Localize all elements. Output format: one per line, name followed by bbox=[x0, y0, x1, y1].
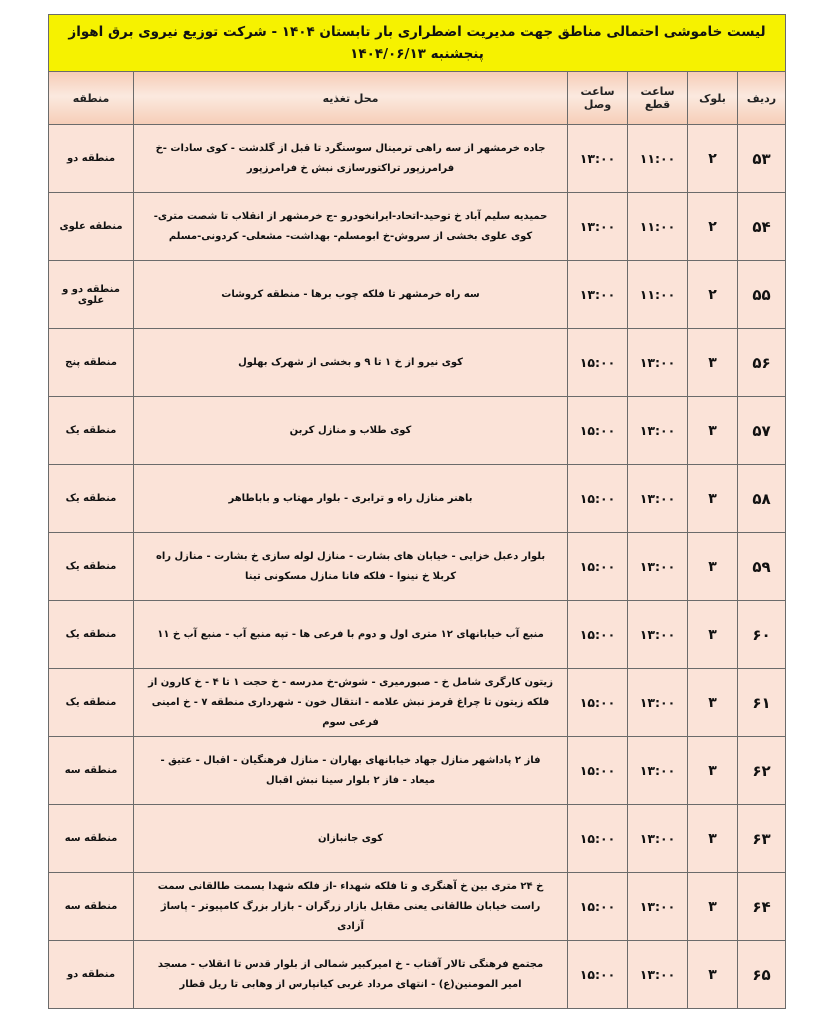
location-cell: فاز ۲ پاداشهر منازل جهاد خیابانهای بهاران - منازل فرهنگیان - اقبال - عتیق - میعاد - فاز ۲ بلوار سینا نبش اقبال bbox=[134, 737, 568, 805]
area-cell: منطقه یک bbox=[49, 465, 134, 533]
table-row bbox=[49, 533, 786, 601]
area-cell: منطقه یک bbox=[49, 397, 134, 465]
row-number-cell: ۶۰ bbox=[738, 601, 786, 669]
cut-time-cell: ۱۳:۰۰ bbox=[628, 669, 688, 737]
table-row bbox=[49, 669, 786, 737]
cut-time-cell: ۱۳:۰۰ bbox=[628, 873, 688, 941]
row-number-cell: ۶۲ bbox=[738, 737, 786, 805]
block-cell: ۳ bbox=[688, 329, 738, 397]
connect-time-cell: ۱۵:۰۰ bbox=[568, 737, 628, 805]
header-location: محل تغذیه bbox=[134, 72, 568, 125]
connect-time-cell: ۱۵:۰۰ bbox=[568, 805, 628, 873]
location-cell: حمیدیه سلیم آباد خ توحید-اتحاد-ایرانخودرو -ج خرمشهر از انقلاب تا شصت متری-کوی علوی بخشی از سروش-خ ابومسلم- بهداشت- مشعلی- کردونی-مسلم bbox=[134, 193, 568, 261]
cut-time-cell: ۱۳:۰۰ bbox=[628, 601, 688, 669]
connect-time-cell: ۱۵:۰۰ bbox=[568, 329, 628, 397]
outage-schedule-sheet bbox=[48, 14, 785, 1009]
location-cell: کوی طلاب و منازل کربن bbox=[134, 397, 568, 465]
cut-time-cell: ۱۳:۰۰ bbox=[628, 941, 688, 1009]
block-cell: ۳ bbox=[688, 737, 738, 805]
header-row bbox=[49, 72, 786, 125]
block-cell: ۳ bbox=[688, 465, 738, 533]
block-cell: ۳ bbox=[688, 533, 738, 601]
location-cell: زیتون کارگری شامل خ - صبورمیری - شوش-خ مدرسه - خ حجت ۱ تا ۴ - خ کارون از فلکه زیتون تا چراغ قرمز نبش علامه - انتقال خون - شهرداری منطقه ۷ - خ امینی فرعی سوم bbox=[134, 669, 568, 737]
table-row bbox=[49, 125, 786, 193]
area-cell: منطقه دو bbox=[49, 125, 134, 193]
area-cell: منطقه دو و علوی bbox=[49, 261, 134, 329]
row-number-cell: ۶۴ bbox=[738, 873, 786, 941]
location-cell: باهنر منازل راه و ترابری - بلوار مهتاب و باباطاهر bbox=[134, 465, 568, 533]
table-row bbox=[49, 941, 786, 1009]
location-cell: مجتمع فرهنگی تالار آفتاب - خ امیرکبیر شمالی از بلوار قدس تا انقلاب - مسجد امیر المومنین(ع) - انتهای مرداد غربی کیانپارس از وهابی تا ریل قطار bbox=[134, 941, 568, 1009]
area-cell: منطقه علوی bbox=[49, 193, 134, 261]
row-number-cell: ۵۶ bbox=[738, 329, 786, 397]
connect-time-cell: ۱۵:۰۰ bbox=[568, 873, 628, 941]
row-number-cell: ۵۳ bbox=[738, 125, 786, 193]
table-row bbox=[49, 601, 786, 669]
table-row bbox=[49, 873, 786, 941]
connect-time-cell: ۱۳:۰۰ bbox=[568, 193, 628, 261]
cut-time-cell: ۱۳:۰۰ bbox=[628, 737, 688, 805]
connect-time-cell: ۱۵:۰۰ bbox=[568, 465, 628, 533]
area-cell: منطقه دو bbox=[49, 941, 134, 1009]
row-number-cell: ۵۴ bbox=[738, 193, 786, 261]
block-cell: ۳ bbox=[688, 397, 738, 465]
table-row bbox=[49, 465, 786, 533]
cut-time-cell: ۱۱:۰۰ bbox=[628, 261, 688, 329]
cut-time-cell: ۱۳:۰۰ bbox=[628, 465, 688, 533]
header-connect-time: ساعت وصل bbox=[568, 72, 628, 125]
row-number-cell: ۵۵ bbox=[738, 261, 786, 329]
table-row bbox=[49, 261, 786, 329]
row-number-cell: ۶۳ bbox=[738, 805, 786, 873]
connect-time-cell: ۱۵:۰۰ bbox=[568, 533, 628, 601]
row-number-cell: ۶۵ bbox=[738, 941, 786, 1009]
title-line-2: پنجشنبه ۱۴۰۴/۰۶/۱۳ bbox=[350, 46, 484, 62]
cut-time-cell: ۱۳:۰۰ bbox=[628, 805, 688, 873]
area-cell: منطقه سه bbox=[49, 737, 134, 805]
connect-time-cell: ۱۵:۰۰ bbox=[568, 601, 628, 669]
header-area: منطقه bbox=[49, 72, 134, 125]
area-cell: منطقه یک bbox=[49, 601, 134, 669]
header-row-number: ردیف bbox=[738, 72, 786, 125]
block-cell: ۳ bbox=[688, 669, 738, 737]
connect-time-cell: ۱۵:۰۰ bbox=[568, 669, 628, 737]
table-row bbox=[49, 805, 786, 873]
cut-time-cell: ۱۱:۰۰ bbox=[628, 193, 688, 261]
table-row bbox=[49, 737, 786, 805]
header-block: بلوک bbox=[688, 72, 738, 125]
location-cell: کوی جانبازان bbox=[134, 805, 568, 873]
block-cell: ۳ bbox=[688, 941, 738, 1009]
area-cell: منطقه سه bbox=[49, 873, 134, 941]
table-row bbox=[49, 397, 786, 465]
table-row bbox=[49, 193, 786, 261]
block-cell: ۲ bbox=[688, 125, 738, 193]
header-cut-time: ساعت قطع bbox=[628, 72, 688, 125]
area-cell: منطقه یک bbox=[49, 533, 134, 601]
outage-table bbox=[48, 14, 786, 1009]
row-number-cell: ۶۱ bbox=[738, 669, 786, 737]
area-cell: منطقه یک bbox=[49, 669, 134, 737]
area-cell: منطقه پنج bbox=[49, 329, 134, 397]
location-cell: سه راه خرمشهر تا فلکه چوب برها - منطقه کروشات bbox=[134, 261, 568, 329]
connect-time-cell: ۱۳:۰۰ bbox=[568, 125, 628, 193]
cut-time-cell: ۱۳:۰۰ bbox=[628, 533, 688, 601]
title-line-1: لیست خاموشی احتمالی مناطق جهت مدیریت اضطراری بار تابستان ۱۴۰۴ - شرکت توزیع نیروی برق اهواز bbox=[68, 24, 766, 40]
row-number-cell: ۵۸ bbox=[738, 465, 786, 533]
location-cell: بلوار دعبل خزایی - خیابان های بشارت - منازل لوله سازی خ بشارت - منازل راه کربلا خ نینوا - فلکه فانا منازل مسکونی تینا bbox=[134, 533, 568, 601]
cut-time-cell: ۱۱:۰۰ bbox=[628, 125, 688, 193]
cut-time-cell: ۱۳:۰۰ bbox=[628, 397, 688, 465]
location-cell: خ ۲۴ متری بین خ آهنگری و تا فلکه شهداء -از فلکه شهدا بسمت طالقانی سمت راست خیابان طالقانی یعنی مقابل بازار زرگران - بازار بزرگ کامپیوتر - پاساژ آزادی bbox=[134, 873, 568, 941]
location-cell: کوی نیرو از خ ۱ تا ۹ و بخشی از شهرک بهلول bbox=[134, 329, 568, 397]
block-cell: ۳ bbox=[688, 601, 738, 669]
connect-time-cell: ۱۵:۰۰ bbox=[568, 941, 628, 1009]
location-cell: جاده خرمشهر از سه راهی ترمینال سوسنگرد تا قبل از گلدشت - کوی سادات -خ فرامرزپور تراکتورسازی نبش خ فرامرزپور bbox=[134, 125, 568, 193]
block-cell: ۳ bbox=[688, 873, 738, 941]
table-title bbox=[49, 15, 786, 72]
table-row bbox=[49, 329, 786, 397]
block-cell: ۲ bbox=[688, 261, 738, 329]
block-cell: ۳ bbox=[688, 805, 738, 873]
block-cell: ۲ bbox=[688, 193, 738, 261]
connect-time-cell: ۱۵:۰۰ bbox=[568, 397, 628, 465]
cut-time-cell: ۱۳:۰۰ bbox=[628, 329, 688, 397]
connect-time-cell: ۱۳:۰۰ bbox=[568, 261, 628, 329]
area-cell: منطقه سه bbox=[49, 805, 134, 873]
row-number-cell: ۵۹ bbox=[738, 533, 786, 601]
location-cell: منبع آب خیابانهای ۱۲ متری اول و دوم با فرعی ها - تپه منبع آب - منبع آب خ ۱۱ bbox=[134, 601, 568, 669]
row-number-cell: ۵۷ bbox=[738, 397, 786, 465]
